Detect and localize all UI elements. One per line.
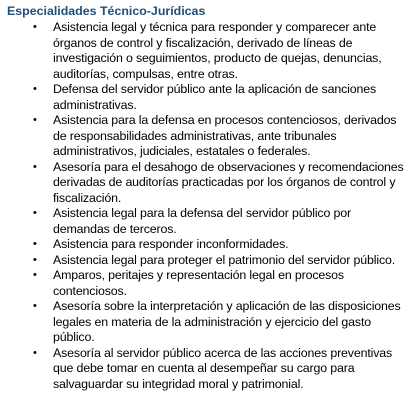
list-item-text: Asistencia legal para proteger el patrimonio del servidor público.: [53, 252, 396, 267]
list-item: [7, 20, 404, 82]
bullet-icon: •: [33, 238, 37, 250]
list-item-text: Asistencia para responder inconformidades.: [53, 237, 289, 251]
list-item-text: Asesoría sobre la interpretación y aplicación de las disposiciones legales en materia de la administración y ejercicio del gasto público.: [53, 299, 401, 344]
list-item-text: Defensa del servidor público ante la aplicación de sanciones administrativas.: [53, 82, 377, 112]
list-item: [7, 237, 404, 253]
bullet-icon: •: [33, 160, 37, 173]
list-item: [7, 82, 404, 113]
specialties-list: [7, 20, 404, 392]
list-item: [7, 113, 404, 160]
list-item: [7, 268, 404, 299]
bullet-icon: •: [33, 21, 37, 33]
bullet-icon: •: [33, 346, 37, 359]
bullet-icon: •: [33, 83, 37, 95]
list-item-text: Amparos, peritajes y representación legal en procesos contenciosos.: [53, 268, 344, 298]
list-item-text: Asesoría para el desahogo de observaciones y recomendaciones derivadas de auditorías practicadas por los órganos de control y fiscalización.: [53, 159, 404, 205]
list-item: [7, 253, 404, 269]
list-item-text: Asistencia para la defensa en procesos contenciosos, derivados de responsabilidades administrativas, ante tribunales administrativos, judiciales, estatales o federales.: [53, 113, 397, 158]
section-heading: Especialidades Técnico-Jurídicas: [7, 4, 206, 18]
bullet-icon: •: [33, 300, 37, 312]
list-item-text: Asesoría al servidor público acerca de las acciones preventivas que debe tomar en cuenta al desempeñar su cargo para salvaguardar su integridad moral y patrimonial.: [53, 345, 393, 391]
bullet-icon: •: [33, 253, 37, 266]
bullet-icon: •: [33, 114, 37, 126]
list-item-text: Asistencia legal y técnica para responder y comparecer ante órganos de control y fiscalización, derivado de líneas de investigación o seguimientos, producto de quejas, denuncias, auditorías, compulsas, entre otras.: [53, 20, 382, 81]
list-item: [7, 160, 404, 207]
list-item: [7, 346, 404, 393]
list-item: [7, 299, 404, 346]
list-item-text: Asistencia legal para la defensa del servidor público por demandas de terceros.: [53, 206, 351, 236]
bullet-icon: •: [33, 207, 37, 219]
list-item: [7, 206, 404, 237]
bullet-icon: •: [33, 269, 37, 281]
